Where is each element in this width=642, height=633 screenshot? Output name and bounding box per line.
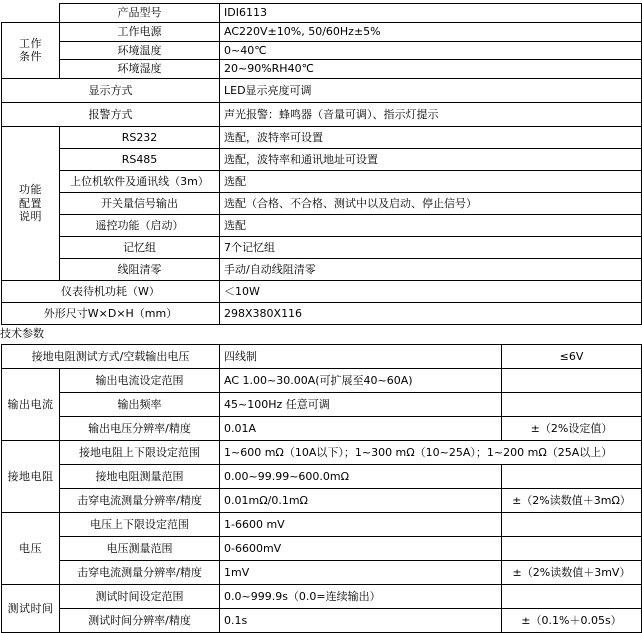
technical-parameters-table (1, 344, 642, 633)
row-value: AC 1.00~30.00A(可扩展至40~60A) (220, 369, 502, 393)
table-row (2, 561, 642, 585)
table-row (2, 281, 642, 303)
table-row (2, 22, 642, 41)
row-label: 输出电流设定范围 (60, 369, 220, 393)
row-value: IDI6113 (220, 4, 642, 23)
row-label: 上位机软件及通讯线（3m） (60, 171, 220, 193)
row-value: 1mV (220, 561, 502, 585)
table-row (2, 103, 642, 127)
row-value: 0-6600mV (220, 537, 502, 561)
row-label: 环境温度 (60, 41, 220, 60)
table-row (2, 609, 642, 633)
row-value: 0.01A (220, 417, 502, 441)
table-row (2, 585, 642, 609)
row-value: 0.01mΩ/0.1mΩ (220, 489, 502, 513)
row-value: 0.00~99.99~600.0mΩ (220, 465, 502, 489)
table-row (2, 171, 642, 193)
table-row (2, 237, 642, 259)
row-label: 记忆组 (60, 237, 220, 259)
row-label: 外形尺寸W×D×H（mm） (2, 303, 220, 325)
row-value: 四线制 (220, 345, 502, 369)
row-label: RS232 (60, 127, 220, 149)
table-row (2, 215, 642, 237)
table-row (2, 60, 642, 79)
table-row (2, 79, 642, 103)
table-row (2, 4, 642, 23)
table-row (2, 259, 642, 281)
table-row (2, 513, 642, 537)
row-label: 仪表待机功耗（W） (2, 281, 220, 303)
row-value: 0.0~999.9s（0.0=连续输出） (220, 585, 502, 609)
group-label-working-conditions: 工作 条件 (2, 22, 60, 78)
row-label: 开关量信号输出 (60, 193, 220, 215)
row-label: 遥控功能（启动） (60, 215, 220, 237)
row-label: 接地电阻上下限设定范围 (60, 441, 220, 465)
row-value-secondary (502, 537, 642, 561)
row-value-secondary: ±（2%设定值） (502, 417, 642, 441)
group-label-test-time: 测试时间 (2, 585, 60, 633)
row-value: 选配 (220, 171, 642, 193)
general-spec-table (1, 3, 642, 325)
row-value: 0~40℃ (220, 41, 642, 60)
table-row (2, 345, 642, 369)
table-row (2, 417, 642, 441)
row-value: 选配 (220, 215, 642, 237)
row-value: 45~100Hz 任意可调 (220, 393, 502, 417)
row-label: 电压测量范围 (60, 537, 220, 561)
row-label: 电压上下限设定范围 (60, 513, 220, 537)
table-row (2, 41, 642, 60)
table-row (2, 537, 642, 561)
row-label: RS485 (60, 149, 220, 171)
row-label: 输出电压分辨率/精度 (60, 417, 220, 441)
group-label-output-current: 输出电流 (2, 369, 60, 441)
group-label-function-config: 功能 配置 说明 (2, 127, 60, 281)
group-label-voltage: 电压 (2, 513, 60, 585)
table-row (2, 303, 642, 325)
table-row (2, 149, 642, 171)
row-value: 选配，波特率和通讯地址可设置 (220, 149, 642, 171)
empty-corner-cell (2, 4, 60, 23)
row-label: 环境湿度 (60, 60, 220, 79)
row-value: 选配，波特率可设置 (220, 127, 642, 149)
row-value-secondary (502, 369, 642, 393)
row-value-secondary: ≤6V (502, 345, 642, 369)
row-label: 工作电源 (60, 22, 220, 41)
row-value: AC220V±10%, 50/60Hz±5% (220, 22, 642, 41)
row-label: 击穿电流测量分辨率/精度 (60, 561, 220, 585)
row-label: 产品型号 (60, 4, 220, 23)
row-value: 选配（合格、不合格、测试中以及启动、停止信号） (220, 193, 642, 215)
row-value: 7个记忆组 (220, 237, 642, 259)
table-row (2, 193, 642, 215)
row-label: 测试时间设定范围 (60, 585, 220, 609)
section-note: 技术参数 (0, 327, 44, 340)
row-label: 报警方式 (2, 103, 220, 127)
row-label: 输出频率 (60, 393, 220, 417)
row-value: LED显示亮度可调 (220, 79, 642, 103)
row-value-secondary (502, 513, 642, 537)
table-row (2, 369, 642, 393)
row-value: 0.1s (220, 609, 502, 633)
row-label: 显示方式 (2, 79, 220, 103)
row-value: 声光报警：蜂鸣器（音量可调）、指示灯提示 (220, 103, 642, 127)
row-value-secondary (502, 393, 642, 417)
row-value: 1~600 mΩ（10A以下）；1~300 mΩ（10~25A）；1~200 mΩ（25A以上） (220, 441, 642, 465)
row-label: 线阻清零 (60, 259, 220, 281)
table-row (2, 127, 642, 149)
spec-sheet (0, 3, 642, 630)
table-row (2, 441, 642, 465)
row-value: 298X380X116 (220, 303, 642, 325)
row-value-secondary: ±（2%读数值＋3mΩ） (502, 489, 642, 513)
table-row (2, 393, 642, 417)
row-value: 手动/自动线阻清零 (220, 259, 642, 281)
table-row (2, 489, 642, 513)
group-label-ground-resistance: 接地电阻 (2, 441, 60, 513)
row-label: 接地电阻测试方式/空载输出电压 (2, 345, 220, 369)
row-label: 接地电阻测量范围 (60, 465, 220, 489)
row-value: ＜10W (220, 281, 642, 303)
row-label: 击穿电流测量分辨率/精度 (60, 489, 220, 513)
row-value: 20~90%RH40℃ (220, 60, 642, 79)
row-value: 1-6600 mV (220, 513, 502, 537)
table-row (2, 465, 642, 489)
row-label: 测试时间分辨率/精度 (60, 609, 220, 633)
row-value-secondary (502, 585, 642, 609)
row-value-secondary: ±（2%读数值＋3mV） (502, 561, 642, 585)
row-value-secondary (502, 465, 642, 489)
row-value-secondary: ±（0.1%＋0.05s） (502, 609, 642, 633)
